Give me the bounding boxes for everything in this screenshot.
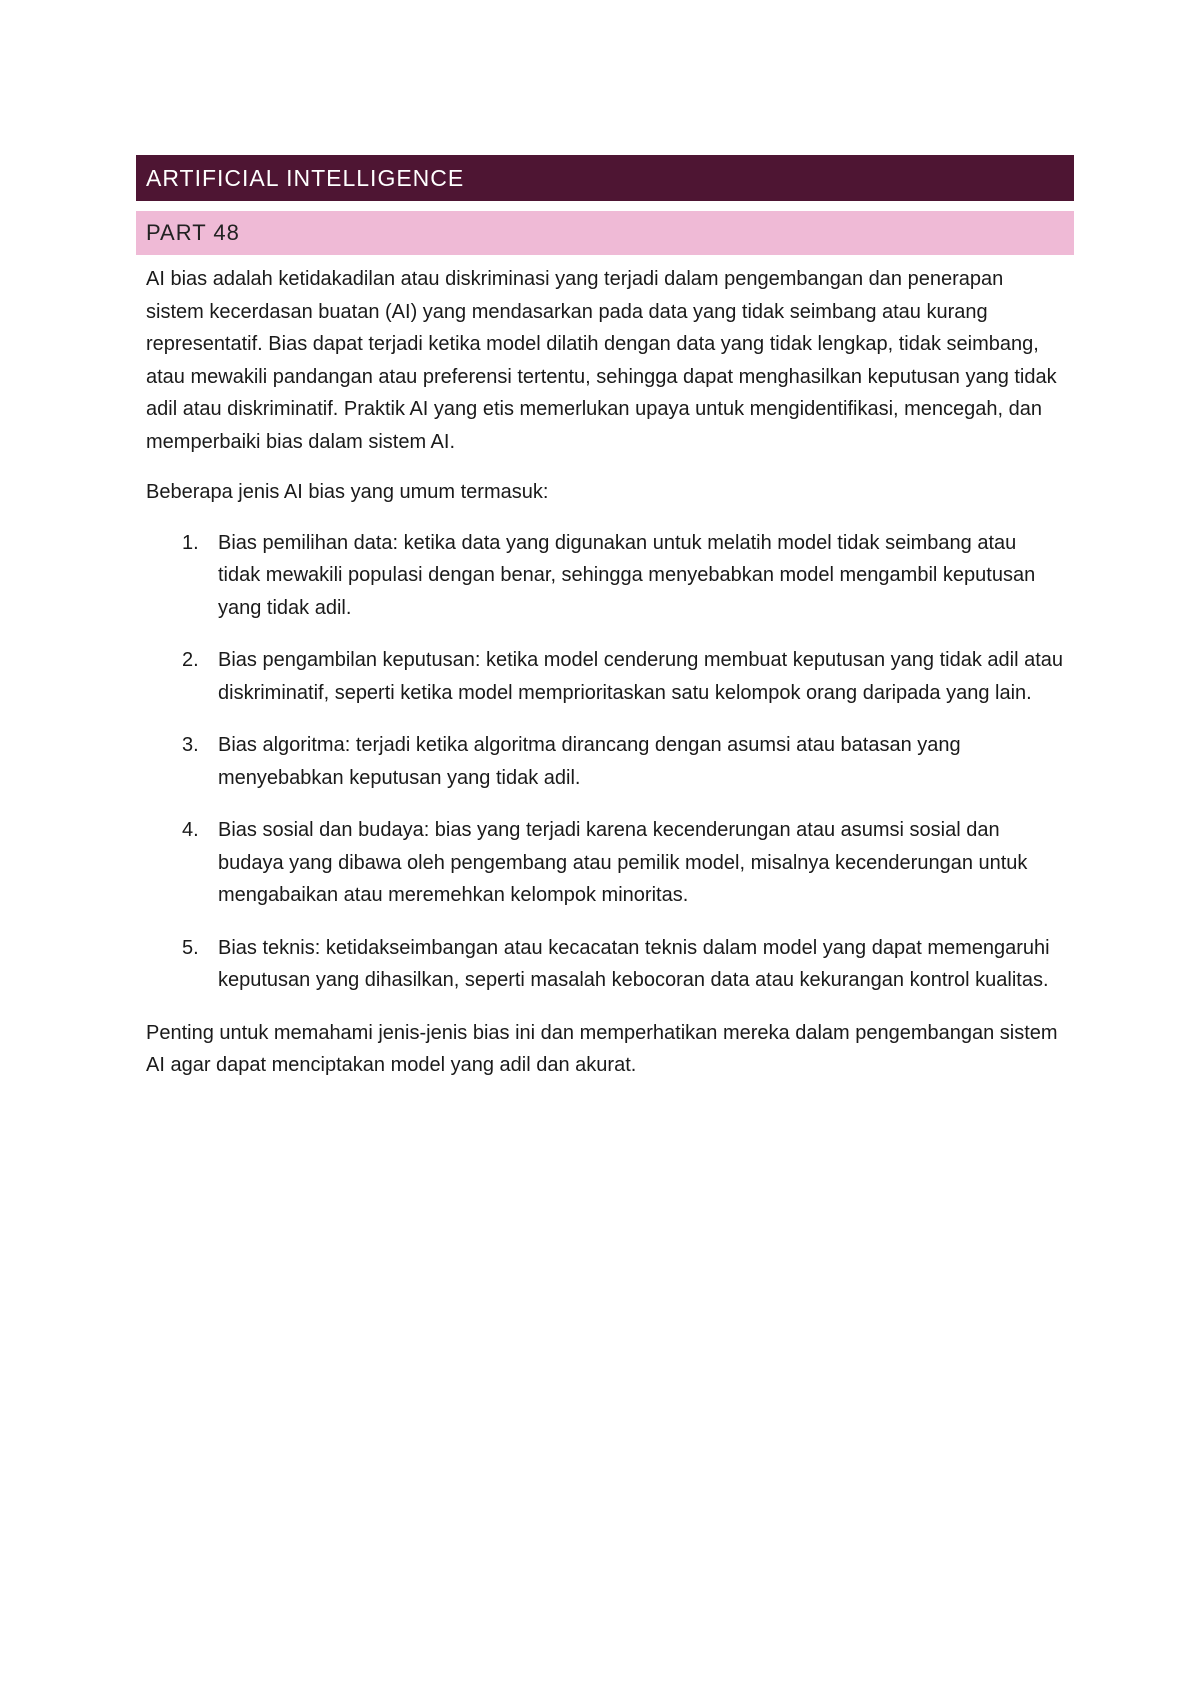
list-item-number: 5. <box>182 936 199 959</box>
list-lead-paragraph: Beberapa jenis AI bias yang umum termasuk: <box>146 481 549 503</box>
document-body <box>136 263 1074 1082</box>
list-item-text: Bias algoritma: terjadi ketika algoritma dirancang dengan asumsi atau batasan yang menyebabkan keputusan yang tidak adil. <box>218 734 961 789</box>
list-item-number: 1. <box>182 531 199 554</box>
list-item-number: 3. <box>182 734 199 756</box>
list-item-text: Bias pengambilan keputusan: ketika model cenderung membuat keputusan yang tidak adil atau diskriminatif, seperti ketika model memprioritaskan satu kelompok orang daripada yang lain. <box>218 649 1063 704</box>
list-item-number: 4. <box>182 819 199 841</box>
list-item <box>146 729 1064 794</box>
bias-types-list <box>146 527 1064 997</box>
list-item-text: Bias teknis: ketidakseimbangan atau kecacatan teknis dalam model yang dapat memengaruhi keputusan yang dihasilkan, seperti masalah kebocoran data atau kekurangan kontrol kualitas. <box>218 936 1050 991</box>
list-item-text: Bias pemilihan data: ketika data yang digunakan untuk melatih model tidak seimbang atau tidak mewakili populasi dengan benar, sehingga menyebabkan model mengambil keputusan yang tidak adil. <box>218 531 1036 619</box>
document-subtitle: PART 48 <box>136 211 1074 255</box>
list-item <box>146 932 1064 997</box>
list-item <box>146 644 1064 709</box>
closing-paragraph: Penting untuk memahami jenis-jenis bias ini dan memperhatikan mereka dalam pengembangan sistem AI agar dapat menciptakan model yang adil dan akurat. <box>146 1021 1058 1076</box>
document-title: ARTIFICIAL INTELLIGENCE <box>136 155 1074 201</box>
document-page <box>136 155 1074 1082</box>
list-item <box>146 527 1064 625</box>
list-item-text: Bias sosial dan budaya: bias yang terjadi karena kecenderungan atau asumsi sosial dan budaya yang dibawa oleh pengembang atau pemilik model, misalnya kecenderungan untuk mengabaikan atau meremehkan kelompok minoritas. <box>218 819 1028 906</box>
list-item-number: 2. <box>182 649 199 671</box>
list-item <box>146 814 1064 912</box>
intro-paragraph: AI bias adalah ketidakadilan atau diskriminasi yang terjadi dalam pengembangan dan penerapan sistem kecerdasan buatan (AI) yang mendasarkan pada data yang tidak seimbang atau kurang representatif. Bias dapat terjadi ketika model dilatih dengan data yang tidak lengkap, tidak seimbang, atau mewakili pandangan atau preferensi tertentu, sehingga dapat menghasilkan keputusan yang tidak adil atau diskriminatif. Praktik AI yang etis memerlukan upaya untuk mengidentifikasi, mencegah, dan memperbaiki bias dalam sistem AI. <box>146 268 1057 453</box>
